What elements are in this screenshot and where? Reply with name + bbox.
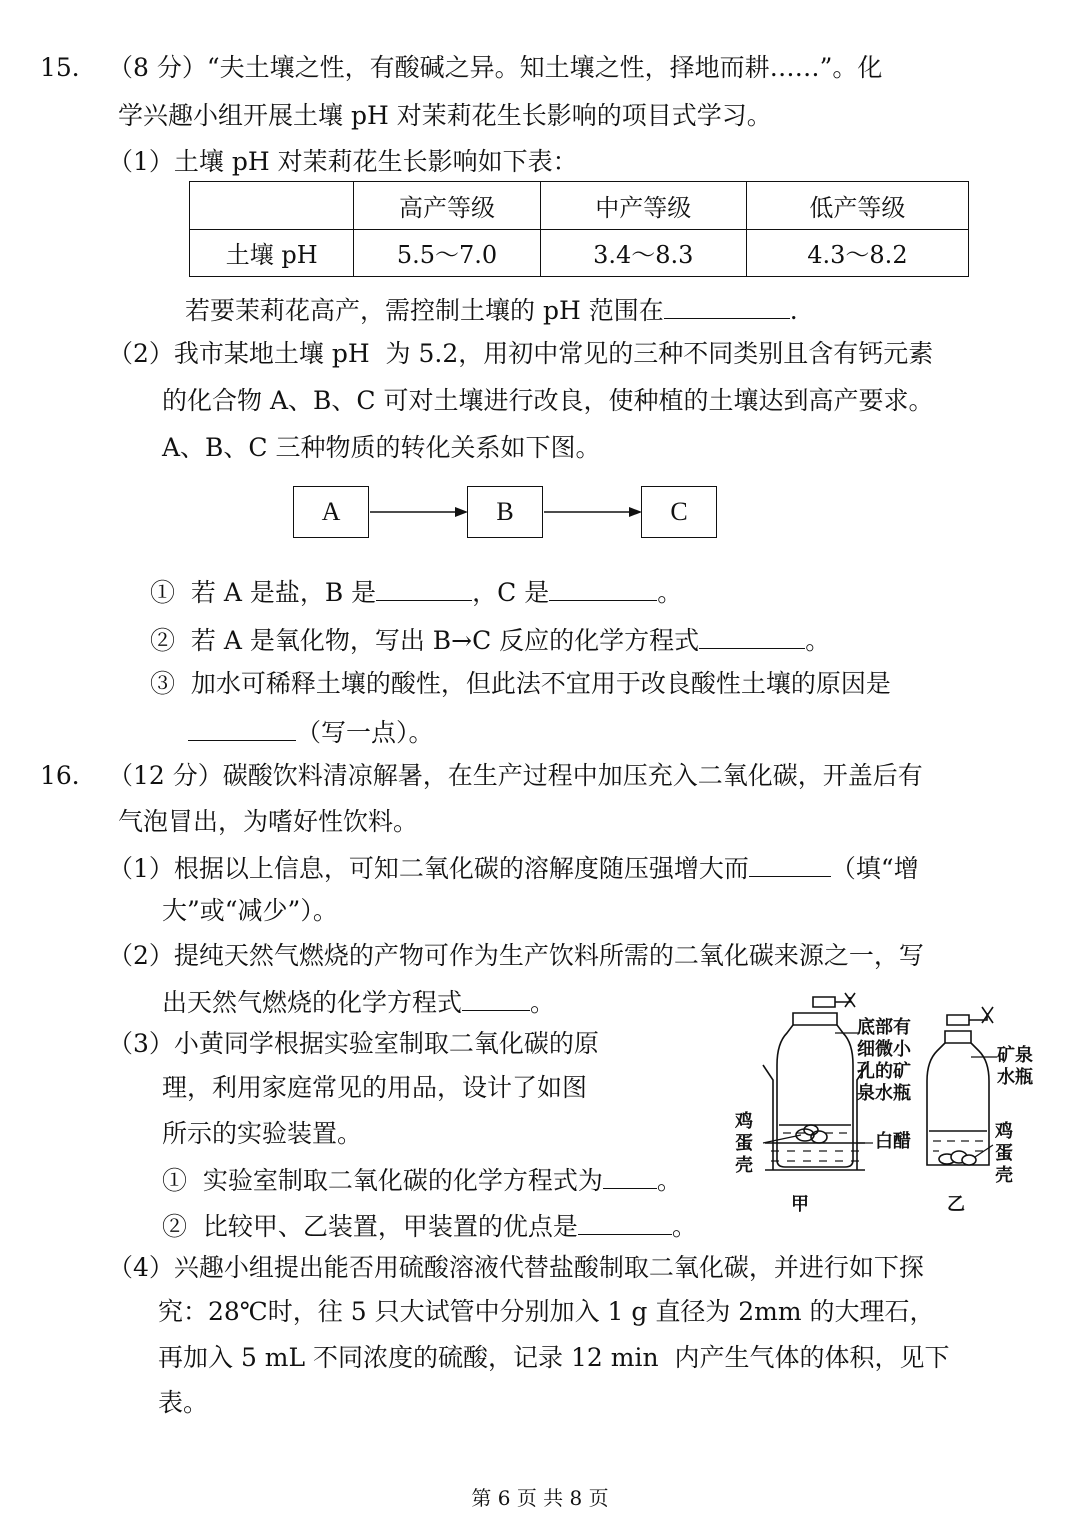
q16-p4-line2: 究：28℃时，往 5 只大试管中分别加入 1 g 直径为 2mm 的大理石， xyxy=(158,1297,935,1326)
label-bottle-b-line: 矿泉 xyxy=(997,1045,1033,1066)
label-shell-right-line: 鸡 xyxy=(995,1121,1013,1142)
q15-p1-intro: （1）土壤 pH 对茉莉花生长影响如下表： xyxy=(108,147,578,176)
flow-box-b: B xyxy=(467,486,543,538)
label-bottle-a-line: 底部有 xyxy=(857,1017,911,1038)
q16-p3-sub2-text: ② 比较甲、乙装置，甲装置的优点是 xyxy=(162,1212,578,1241)
ph-table-header-mid: 中产等级 xyxy=(540,182,746,230)
pointer-lines-b xyxy=(971,1057,997,1157)
q15-p2-line3: A、B、C 三种物质的转化关系如下图。 xyxy=(162,433,601,462)
q15-line1: （8 分）“夫土壤之性，有酸碱之异。知土壤之性，择地而耕……”。化 xyxy=(108,53,883,82)
q16-p4-line1: （4）兴趣小组提出能否用硫酸溶液代替盐酸制取二氧化碳，并进行如下探 xyxy=(108,1253,924,1282)
answer-blank[interactable] xyxy=(376,574,472,601)
q16-p2-text: 出天然气燃烧的化学方程式 xyxy=(162,988,463,1017)
q15-sub1-text: ① 若 A 是盐，B 是 xyxy=(150,578,377,607)
label-shell-left-line: 蛋 xyxy=(735,1133,753,1154)
ph-table-header-low: 低产等级 xyxy=(746,182,968,230)
label-shell-left-line: 鸡 xyxy=(735,1111,753,1132)
q16-p3-line1: （3）小黄同学根据实验室制取二氧化碳的原 xyxy=(108,1029,599,1058)
answer-blank[interactable] xyxy=(578,1208,672,1235)
q15-sub2-text: ② 若 A 是氧化物，写出 B→C 反应的化学方程式 xyxy=(150,626,700,655)
label-shell-left-line: 壳 xyxy=(735,1155,753,1176)
ph-table-row-label: 土壤 pH xyxy=(190,229,354,277)
egg-shell-a xyxy=(796,1125,827,1143)
answer-blank[interactable] xyxy=(699,622,805,649)
ph-table-cell-high: 5.5～7.0 xyxy=(354,229,540,277)
page-footer: 第 6 页 共 8 页 xyxy=(471,1486,609,1510)
q15-p2-line2: 的化合物 A、B、C 可对土壤进行改良，使种植的土壤达到高产要求。 xyxy=(162,386,934,415)
q16-line1: （12 分）碳酸饮料清凉解暑，在生产过程中加压充入二氧化碳，开盖后有 xyxy=(108,761,923,790)
q16-p3-line2: 理，利用家庭常见的用品，设计了如图 xyxy=(162,1073,588,1102)
caption-b: 乙 xyxy=(947,1194,965,1215)
q16-p3-sub2-end: 。 xyxy=(671,1212,697,1241)
q16-p3-line3: 所示的实验装置。 xyxy=(162,1119,363,1148)
label-bottle-a-line: 孔的矿 xyxy=(857,1061,911,1082)
q15-sub1 xyxy=(150,574,682,609)
label-bottle-a-line: 细微小 xyxy=(857,1039,911,1060)
ph-table-cell-low: 4.3～8.2 xyxy=(746,229,968,277)
q16-p2-line2 xyxy=(162,984,555,1019)
answer-blank[interactable] xyxy=(603,1162,657,1189)
q16-p3-sub1-end: 。 xyxy=(656,1166,682,1195)
q16-number: 16． xyxy=(40,761,97,790)
apparatus-figure xyxy=(725,985,1055,1215)
flow-arrowhead-bc xyxy=(629,507,642,517)
answer-blank[interactable] xyxy=(549,574,657,601)
flow-arrows xyxy=(0,0,1080,600)
q15-sub3-line2 xyxy=(188,714,434,749)
q16-p3-sub2 xyxy=(162,1208,697,1243)
q16-p3-sub1 xyxy=(162,1162,682,1197)
q15-number: 15． xyxy=(40,53,97,82)
egg-shell-b xyxy=(939,1151,976,1165)
caption-a: 甲 xyxy=(791,1194,809,1215)
flow-box-a: A xyxy=(293,486,369,538)
q15-p1-text: 若要茉莉花高产，需控制土壤的 pH 范围在 xyxy=(185,296,664,325)
bottle-a xyxy=(763,993,867,1170)
q16-p1-tail: （填“增 xyxy=(830,854,919,883)
label-vinegar: 白醋 xyxy=(875,1131,911,1152)
q15-sub3-text: （写一点）。 xyxy=(296,718,434,747)
vinegar-lines-b xyxy=(933,1141,983,1151)
label-bottle-a xyxy=(857,1017,911,1105)
label-shell-right-line: 壳 xyxy=(995,1165,1013,1186)
q16-line2: 气泡冒出，为嗜好性饮料。 xyxy=(118,807,419,836)
q16-p1-text: （1）根据以上信息，可知二氧化碳的溶解度随压强增大而 xyxy=(108,854,749,883)
label-shell-right-line: 蛋 xyxy=(995,1143,1013,1164)
q16-p4-line4: 表。 xyxy=(158,1388,209,1417)
q16-p2-line1: （2）提纯天然气燃烧的产物可作为生产饮料所需的二氧化碳来源之一，写 xyxy=(108,941,924,970)
q16-p2-end: 。 xyxy=(530,988,556,1017)
label-shell-left xyxy=(735,1111,753,1177)
q15-p1-end: . xyxy=(789,296,798,325)
label-shell-right xyxy=(995,1121,1013,1187)
answer-blank[interactable] xyxy=(188,714,296,741)
answer-blank[interactable] xyxy=(462,984,530,1011)
q16-p4-line3: 再加入 5 mL 不同浓度的硫酸，记录 12 min 内产生气体的体积，见下 xyxy=(158,1343,950,1372)
q15-sub1-end: 。 xyxy=(657,578,683,607)
flow-arrowhead-ab xyxy=(455,507,468,517)
label-bottle-b xyxy=(997,1045,1033,1089)
q15-sub1-mid: ，C 是 xyxy=(472,578,550,607)
q16-p3-sub1-text: ① 实验室制取二氧化碳的化学方程式为 xyxy=(162,1166,603,1195)
flow-box-c: C xyxy=(641,486,717,538)
label-bottle-b-line: 水瓶 xyxy=(997,1067,1033,1088)
q15-sub3-line1: ③ 加水可稀释土壤的酸性，但此法不宜用于改良酸性土壤的原因是 xyxy=(150,669,891,698)
q15-line2: 学兴趣小组开展土壤 pH 对茉莉花生长影响的项目式学习。 xyxy=(118,101,772,130)
vinegar-lines-a xyxy=(771,1133,859,1161)
q15-p2-line1: （2）我市某地土壤 pH 为 5.2，用初中常见的三种不同类别且含有钙元素 xyxy=(108,339,934,368)
label-bottle-a-line: 泉水瓶 xyxy=(857,1083,911,1104)
q15-sub2-end: 。 xyxy=(805,626,831,655)
q15-sub2 xyxy=(150,622,830,657)
answer-blank[interactable] xyxy=(749,850,831,877)
q16-p1-line2: 大”或“减少”）。 xyxy=(162,896,338,925)
ph-table-cell-mid: 3.4～8.3 xyxy=(540,229,746,277)
ph-table-header-high: 高产等级 xyxy=(354,182,540,230)
q16-p1-line1 xyxy=(108,850,919,885)
